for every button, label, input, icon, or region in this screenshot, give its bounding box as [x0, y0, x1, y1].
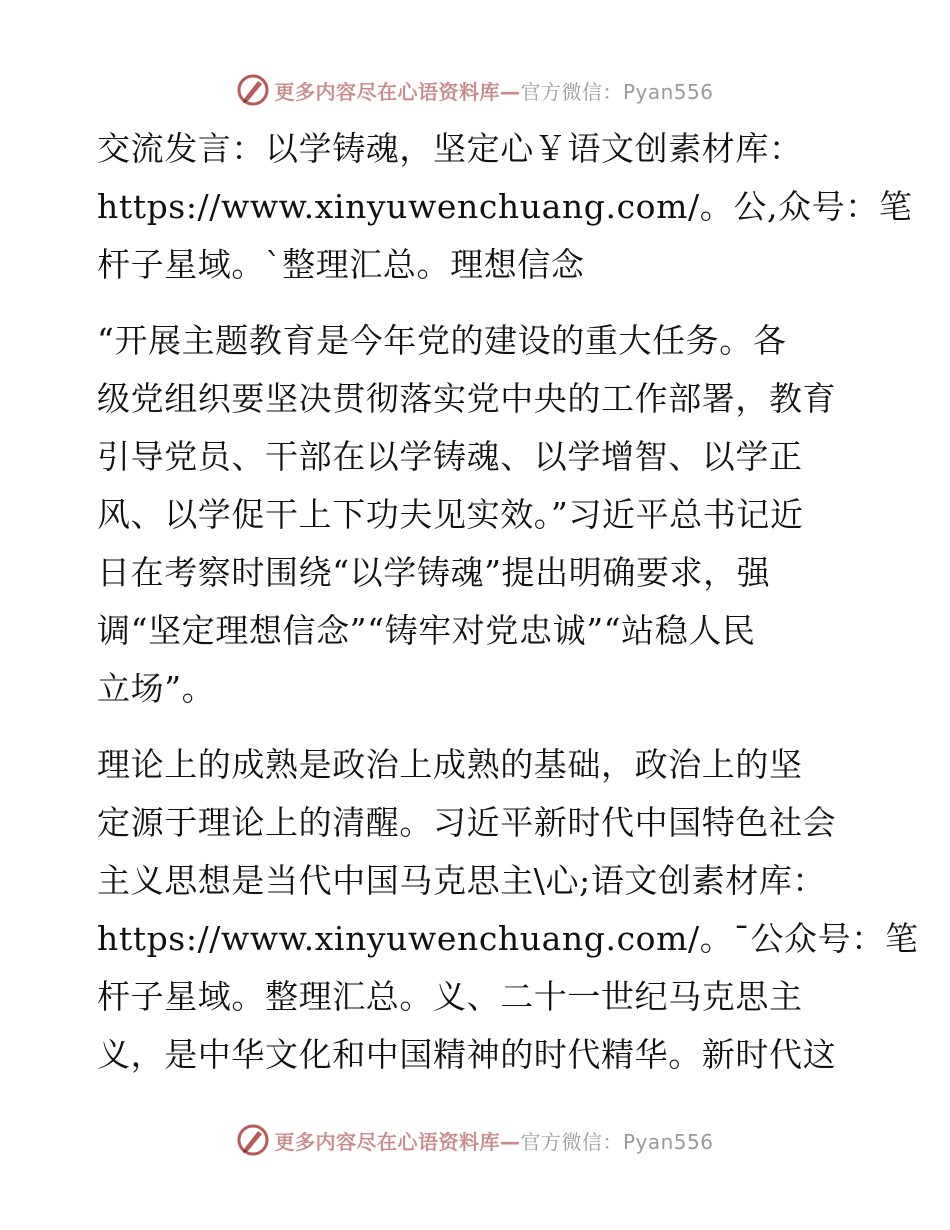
- text-line: 日在考察时围绕“以学铸魂”提出明确要求，强: [97, 553, 771, 592]
- text-line: 杆子星域。`整理汇总。理想信念: [97, 245, 585, 284]
- text-line: “开展主题教育是今年党的建设的重大任务。各: [97, 321, 787, 360]
- banner-text: 更多内容尽在心语资料库—官方微信：Pyan556: [274, 1129, 714, 1154]
- pen-logo-icon: [236, 1123, 270, 1157]
- text-line: 定源于理论上的清醒。习近平新时代中国特色社会: [97, 803, 837, 842]
- text-line: 风、以学促干上下功夫见实效。”习近平总书记近: [97, 495, 804, 534]
- text-line: 主义思想是当代中国马克思主\心;语文创素材库：: [97, 861, 827, 900]
- footer-banner: [0, 1120, 950, 1160]
- banner-text: 更多内容尽在心语资料库—官方微信：Pyan556: [274, 79, 714, 104]
- text-line: 引导党员、干部在以学铸魂、以学增智、以学正: [97, 437, 803, 476]
- text-line: https://www.xinyuwenchuang.com/。公,众号：笔: [97, 187, 913, 226]
- text-line: 杆子星域。整理汇总。义、二十一世纪马克思主: [97, 977, 803, 1016]
- text-line: 交流发言：以学铸魂，坚定心￥语文创素材库：: [97, 129, 803, 168]
- pen-logo-icon: [236, 73, 270, 107]
- paragraph: [97, 736, 919, 1084]
- document-body: [97, 120, 919, 1102]
- paragraph: [97, 312, 857, 718]
- paragraph: [97, 120, 913, 294]
- text-line: 调“坚定理想信念”“铸牢对党忠诚”“站稳人民: [97, 611, 756, 650]
- text-line: 级党组织要坚决贯彻落实党中央的工作部署，教育: [97, 379, 837, 418]
- text-line: 理论上的成熟是政治上成熟的基础，政治上的坚: [97, 745, 803, 784]
- text-line: 立场”。: [97, 669, 216, 708]
- header-banner: [0, 70, 950, 110]
- text-line: 义，是中华文化和中国精神的时代精华。新时代这: [97, 1035, 837, 1074]
- text-line: https://www.xinyuwenchuang.com/。¯公众号：笔: [97, 919, 919, 958]
